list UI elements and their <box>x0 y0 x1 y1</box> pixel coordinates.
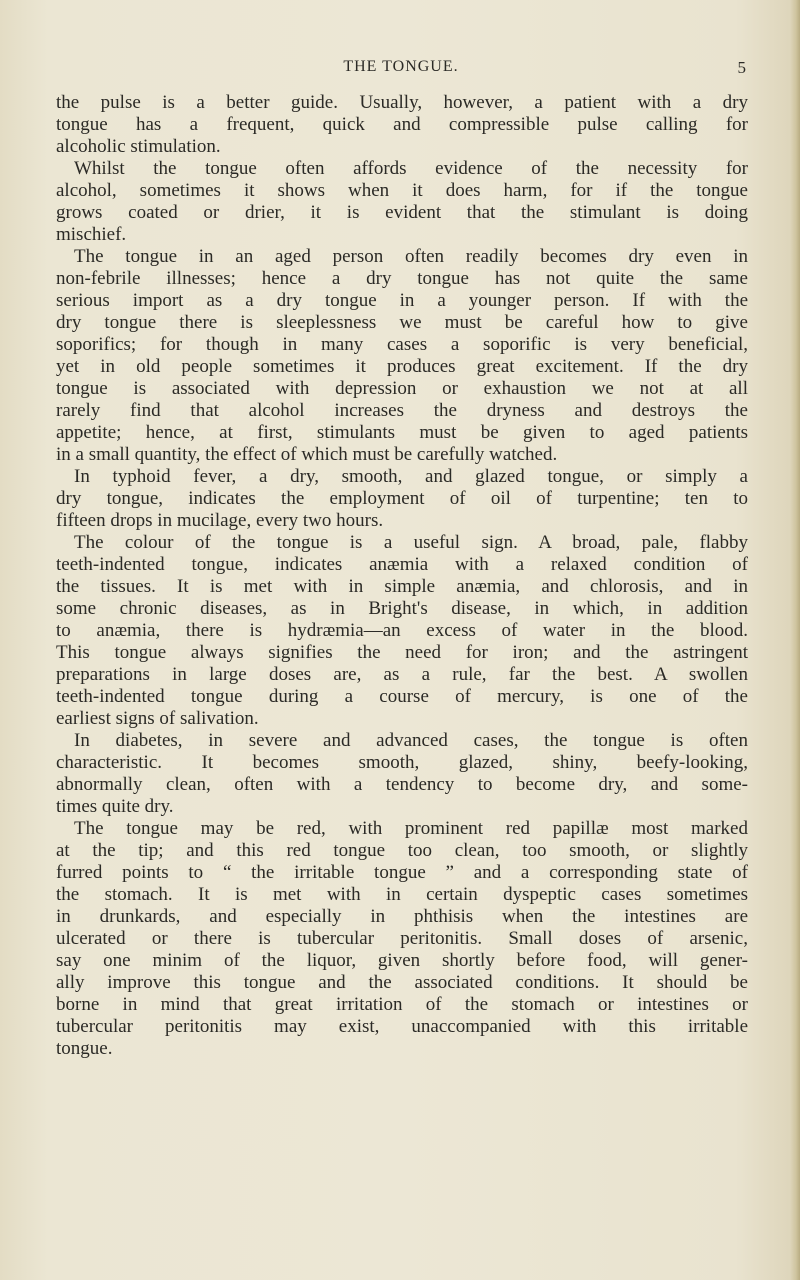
text-line: tongue is associated with depression or exhaustion we not at all <box>56 378 748 399</box>
text-line: times quite dry. <box>56 796 174 817</box>
text-line: to anæmia, there is hydræmia—an excess of water in the blood. <box>56 620 748 641</box>
text-line: alcoholic stimulation. <box>56 136 221 157</box>
page-title: THE TONGUE. <box>343 58 459 75</box>
text-line: at the tip; and this red tongue too clean, too smooth, or slightly <box>56 840 748 861</box>
text-line: tongue. <box>56 1038 113 1059</box>
text-line: preparations in large doses are, as a rule, far the best. A swollen <box>56 664 748 685</box>
text-line: yet in old people sometimes it produces great excitement. If the dry <box>56 356 748 377</box>
text-line: the stomach. It is met with in certain dyspeptic cases sometimes <box>56 884 748 905</box>
text-line: teeth-indented tongue, indicates anæmia with a relaxed condition of <box>56 554 748 575</box>
text-line: earliest signs of salivation. <box>56 708 259 729</box>
text-line: tubercular peritonitis may exist, unaccompanied with this irritable <box>56 1016 748 1037</box>
text-line: In diabetes, in severe and advanced cases, the tongue is often <box>74 730 748 751</box>
text-line: abnormally clean, often with a tendency to become dry, and some- <box>56 774 748 795</box>
text-line: In typhoid fever, a dry, smooth, and glazed tongue, or simply a <box>74 466 748 487</box>
text-line: furred points to “ the irritable tongue ” and a corresponding state of <box>56 862 748 883</box>
text-line: This tongue always signifies the need for iron; and the astringent <box>56 642 748 663</box>
text-line: The tongue may be red, with prominent red papillæ most marked <box>74 818 748 839</box>
text-line: dry tongue, indicates the employment of oil of turpentine; ten to <box>56 488 748 509</box>
text-line: serious import as a dry tongue in a younger person. If with the <box>56 290 748 311</box>
page-number: 5 <box>737 58 746 77</box>
text-line: say one minim of the liquor, given shortly before food, will gener- <box>56 950 748 971</box>
text-line: Whilst the tongue often affords evidence of the necessity for <box>74 158 748 179</box>
text-line: ulcerated or there is tubercular peritonitis. Small doses of arsenic, <box>56 928 748 949</box>
text-line: fifteen drops in mucilage, every two hours. <box>56 510 384 531</box>
body-text <box>56 92 748 1060</box>
text-line: soporifics; for though in many cases a soporific is very beneficial, <box>56 334 748 355</box>
text-line: grows coated or drier, it is evident that the stimulant is doing <box>56 202 748 223</box>
text-line: ally improve this tongue and the associated conditions. It should be <box>56 972 748 993</box>
text-line: non-febrile illnesses; hence a dry tongue has not quite the same <box>56 268 748 289</box>
text-line: in drunkards, and especially in phthisis when the intestines are <box>56 906 748 927</box>
text-line: borne in mind that great irritation of the stomach or intestines or <box>56 994 748 1015</box>
text-line: in a small quantity, the effect of which must be carefully watched. <box>56 444 558 465</box>
text-line: The tongue in an aged person often readily becomes dry even in <box>74 246 748 267</box>
page-edge-shadow <box>790 0 800 1280</box>
text-line: appetite; hence, at first, stimulants must be given to aged patients <box>56 422 748 443</box>
text-line: characteristic. It becomes smooth, glazed, shiny, beefy-looking, <box>56 752 748 773</box>
text-line: some chronic diseases, as in Bright's disease, in which, in addition <box>56 598 748 619</box>
text-line: alcohol, sometimes it shows when it does harm, for if the tongue <box>56 180 748 201</box>
text-line: dry tongue there is sleeplessness we must be careful how to give <box>56 312 748 333</box>
running-head <box>56 58 746 82</box>
text-line: teeth-indented tongue during a course of mercury, is one of the <box>56 686 748 707</box>
text-line: tongue has a frequent, quick and compressible pulse calling for <box>56 114 748 135</box>
text-line: the pulse is a better guide. Usually, however, a patient with a dry <box>56 92 748 113</box>
text-line: the tissues. It is met with in simple anæmia, and chlorosis, and in <box>56 576 748 597</box>
text-line: mischief. <box>56 224 127 245</box>
text-line: rarely find that alcohol increases the dryness and destroys the <box>56 400 748 421</box>
text-line: The colour of the tongue is a useful sign. A broad, pale, flabby <box>74 532 748 553</box>
